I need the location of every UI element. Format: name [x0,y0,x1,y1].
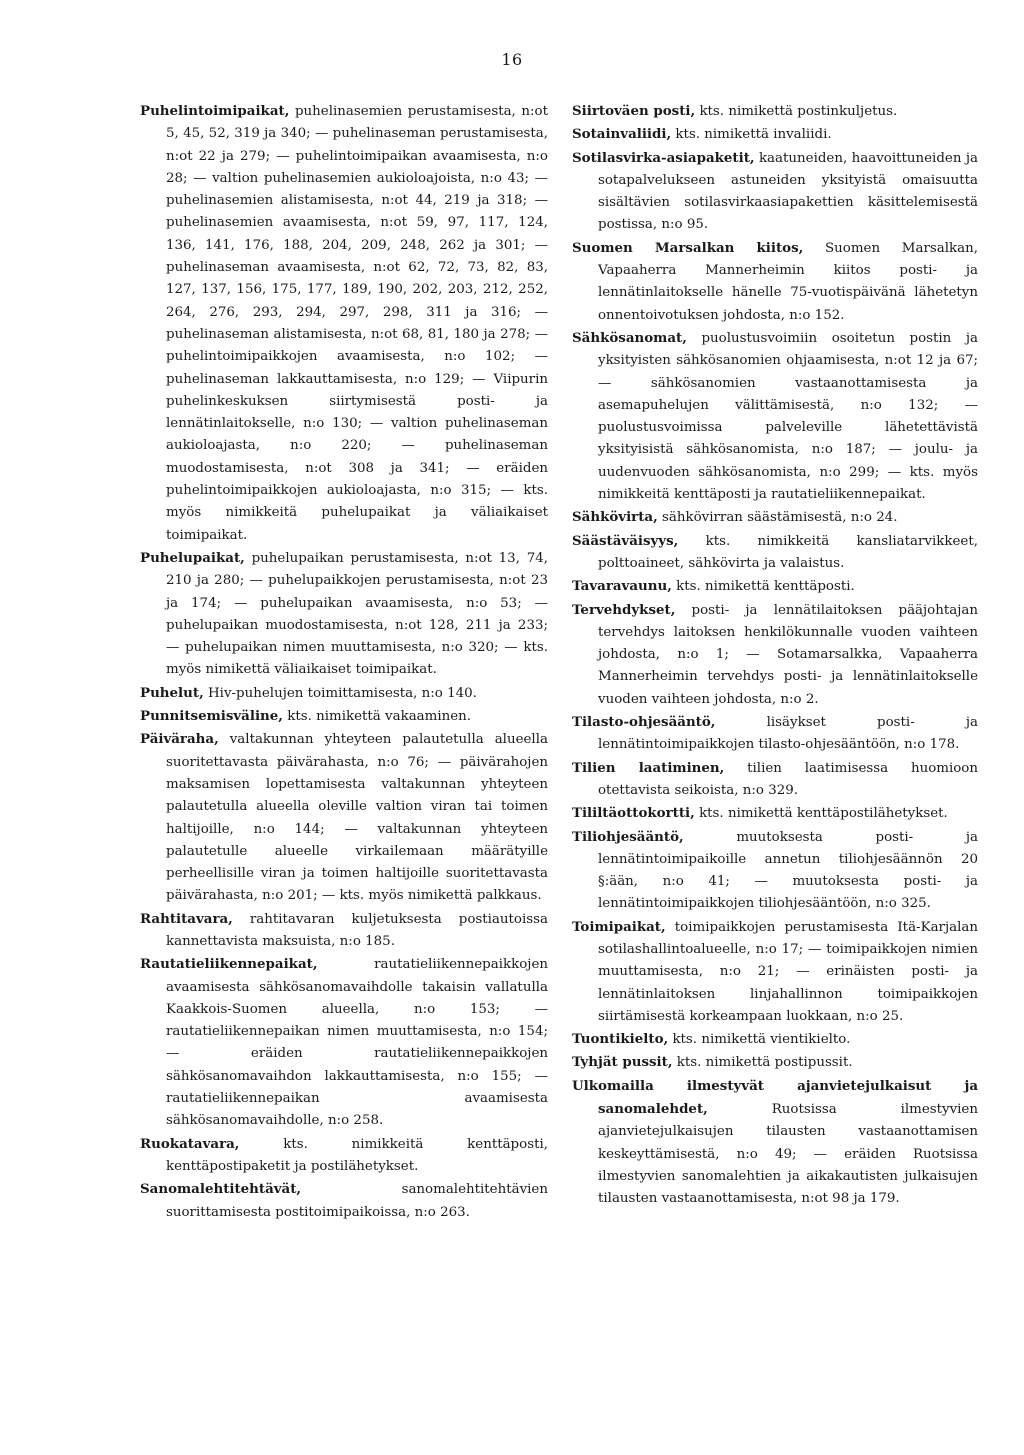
left-column [140,100,548,1224]
entry-headword: Ruokatavara, [140,1135,240,1152]
entry-body: rautatieliikennepaikkojen avaamisesta sähkösanomavaihdolle takaisin vallatulla Kaakkois-Suomen alueella, n:o 153; — rautatieliikennepaikan nimen muuttamisesta, n:o 154; — eräiden rautatieliikennepaikkojen sähkösanomavaihdon lakkauttamisesta, n:o 155; — rautatieliikennepaikan avaamisesta sähkösanomavaihdolle, n:o 258. [166,957,548,1129]
entry-headword: Puhelintoimipaikat, [140,103,290,119]
entry-body: Suomen Marsalkan, Vapaaherra Mannerheimin kiitos posti- ja lennätinlaitokselle hänelle 75-vuotispäivänä lähetetyn onnentoivotuksen johdosta, n:o 152. [598,240,978,323]
page-number: 16 [501,50,523,69]
entry-body: tilien laatimisessa huomioon otettavista seikoista, n:o 329. [598,760,978,798]
index-entry [572,711,978,757]
entry-body: kts. nimikettä postinkuljetus. [699,104,898,119]
index-entry [572,1028,978,1051]
entry-headword: Tuontikielto, [572,1031,669,1048]
entry-body: kts. nimikkeitä kansliatarvikkeet, polttoaineet, sähkövirta ja valaistus. [598,533,978,571]
entry-body: sanomalehtitehtävien suorittamisesta postitoimipaikoissa, n:o 263. [166,1182,548,1220]
entry-body: Hiv-puhelujen toimittamisesta, n:o 140. [208,685,477,701]
entry-body: kts. nimikettä invaliidi. [675,127,832,143]
entry-headword: Tiliohjesääntö, [572,828,684,845]
index-entry [572,1075,978,1211]
entry-body: kts. nimikettä vientikielto. [672,1032,851,1048]
entry-body: kts. nimikkeitä kenttäposti, kenttäpostipaketit ja postilähetykset. [166,1136,548,1174]
entry-headword: Päiväraha, [140,731,219,748]
index-entry [572,575,978,598]
index-entry [572,599,978,711]
entry-body: kts. nimikettä vakaaminen. [287,709,472,725]
entry-body: puolustusvoimiin osoitetun postin ja yksityisten sähkösanomien ohjaamisesta, n:ot 12 ja 67; — sähkösanomien vastaanottamisesta ja asemapuhelujen välittämisestä, n:o 132; — puolustusvoimissa palveleville lähetettävistä yksityisistä sähkösanomista, n:o 187; — joulu- ja uudenvuoden sähkösanomista, n:o 299; — kts. myös nimikkeitä kenttäposti ja rautatieliikennepaikat. [598,330,979,503]
index-entry [572,147,978,237]
index-entry [572,802,978,825]
index-entry [140,100,548,547]
entry-headword: Rautatieliikennepaikat, [140,956,318,973]
entry-body: kaatuneiden, haavoittuneiden ja sotapalvelukseen astuneiden yksityistä omaisuutta sisältävien sotilasvirkaasiapakettien käsittelemisestä postissa, n:o 95. [598,150,978,233]
entry-headword: Tililtäottokortti, [572,805,695,822]
entry-headword: Tilien laatiminen, [572,759,725,776]
right-column [572,100,978,1211]
index-entry [140,705,548,728]
index-entry [572,826,978,916]
entry-headword: Tervehdykset, [572,601,676,618]
entry-body: puhelinasemien perustamisesta, n:ot 5, 45, 52, 319 ja 340; — puhelinaseman perustamisesta, n:ot 22 ja 279; — puhelintoimipaikan avaamisesta, n:o 28; — valtion puhelinasemien aukioloajoista, n:o 43; — puhelinasemien alistamisesta, n:ot 44, 219 ja 318; — puhelinasemien avaamisesta, n:ot 59, 97, 117, 124, 136, 141, 176, 188, 204, 209, 248, 262 ja 301; — puhelinaseman avaamisesta, n:ot 62, 72, 73, 82, 83, 127, 137, 156, 175, 177, 189, 190, 202, 203, 212, 252, 264, 276, 293, 294, 297, 298, 311 ja 316; — puhelinaseman alistamisesta, n:ot 68, 81, 180 ja 278; — puhelintoimipaikkojen avaamisesta, n:o 102; — puhelinaseman lakkauttamisesta, n:o 129; — Viipurin puhelinkeskuksen siirtymisestä posti- ja lennätinlaitokselle, n:o 130; — valtion puhelinaseman aukioloajasta, n:o 220; — puhelinaseman muodostamisesta, n:ot 308 ja 341; — eräiden puhelintoimipaikkojen aukioloajasta, n:o 315; — kts. myös nimikkeitä puhelupaikat ja väliaikaiset toimipaikat. [166,104,548,543]
entry-headword: Punnitsemisväline, [140,708,283,725]
index-entry [572,506,978,529]
index-entry [140,728,548,907]
entry-headword: Puhelupaikat, [140,549,245,566]
index-entry [140,908,548,954]
entry-body: valtakunnan yhteyteen palautetulla alueella suoritettavasta päivärahasta, n:o 76; — päivärahojen maksamisen lopettamisesta valtakunnan yhteyteen palautetulla alueella oleville valtion viran tai toimen haltijoille, n:o 144; — valtakunnan yhteyteen palautetulle alueelle virkailemaan määrätyille perheellisille viran ja toimen haltijoille suoritettavasta päivärahasta, n:o 201; — kts. myös nimikettä palkkaus. [166,732,548,904]
entry-headword: Suomen Marsalkan kiitos, [572,239,804,256]
entry-headword: Rahtitavara, [140,910,233,927]
index-entry [572,100,978,123]
index-entry [572,530,978,576]
entry-headword: Sotainvaliidi, [572,126,672,143]
entry-body: Ruotsissa ilmestyvien ajanvietejulkaisujen tilausten vastaanottamisen keskeyttämisestä, n:o 49; — eräiden Ruotsissa ilmestyvien sanomalehtien ja aikakautisten julkaisujen tilausten vastaanottamisesta, n:ot 98 ja 179. [598,1102,978,1207]
entry-headword: Sähkösanomat, [572,329,687,346]
entry-headword: Toimipaikat, [572,918,666,935]
entry-body: lisäykset posti- ja lennätintoimipaikkojen tilasto-ohjesääntöön, n:o 178. [598,715,978,753]
index-entry [572,123,978,146]
index-entry [140,1133,548,1179]
entry-headword: Tilasto-ohjesääntö, [572,714,716,731]
index-entry [572,757,978,803]
entry-headword: Sanomalehtitehtävät, [140,1181,302,1198]
entry-headword: Sähkövirta, [572,509,658,526]
index-entry [572,916,978,1028]
entry-body: sähkövirran säästämisestä, n:o 24. [662,510,898,526]
index-entry [140,1178,548,1224]
entry-headword: Ulkomailla ilmestyvät ajanvietejulkaisut ja sanomalehdet, [572,1077,978,1118]
entry-body: puhelupaikan perustamisesta, n:ot 13, 74, 210 ja 280; — puhelupaikkojen perustamisesta, n:ot 23 ja 174; — puhelupaikan avaamisesta, n:o 53; — puhelupaikan muodostamisesta, n:ot 128, 211 ja 233; — puhelupaikan nimen muuttamisesta, n:o 320; — kts. myös nimikettä väliaikaiset toimipaikat. [166,550,548,678]
entry-body: muutoksesta posti- ja lennätintoimipaikoille annetun tiliohjesäännön 20 §:ään, n:o 41; — muutoksesta posti- ja lennätintoimipaikkojen tiliohjesääntöön, n:o 325. [598,829,978,912]
entry-headword: Tyhjät pussit, [572,1054,673,1071]
entry-body: toimipaikkojen perustamisesta Itä-Karjalan sotilashallintoalueelle, n:o 17; — toimipaikkojen nimien muuttamisesta, n:o 21; — erinäisten posti- ja lennätinlaitoksen linjahallinnon toimipaikkojen siirtämisestä korkeampaan luokkaan, n:o 25. [598,919,978,1024]
entry-body: posti- ja lennätilaitoksen pääjohtajan tervehdys laitoksen henkilökunnalle vuoden vaihteen johdosta, n:o 1; — Sotamarsalkka, Vapaaherra Mannerheimin tervehdys posti- ja lennätinlaitokselle vuoden vaihteen johdosta, n:o 2. [598,602,978,707]
index-entry [140,547,548,682]
entry-headword: Siirtoväen posti, [572,103,696,119]
index-entry [572,327,978,506]
entry-body: rahtitavaran kuljetuksesta postiautoissa kannettavista maksuista, n:o 185. [166,911,548,949]
entry-headword: Tavaravaunu, [572,578,672,595]
index-entry [572,237,978,327]
entry-headword: Sotilasvirka-asiapaketit, [572,149,755,166]
entry-headword: Säästäväisyys, [572,532,679,549]
index-entry [572,1051,978,1074]
index-entry [140,682,548,705]
entry-body: kts. nimikettä postipussit. [676,1055,853,1071]
entry-headword: Puhelut, [140,684,204,701]
index-entry [140,953,548,1132]
entry-body: kts. nimikettä kenttäpostilähetykset. [699,806,948,822]
entry-body: kts. nimikettä kenttäposti. [676,579,855,595]
